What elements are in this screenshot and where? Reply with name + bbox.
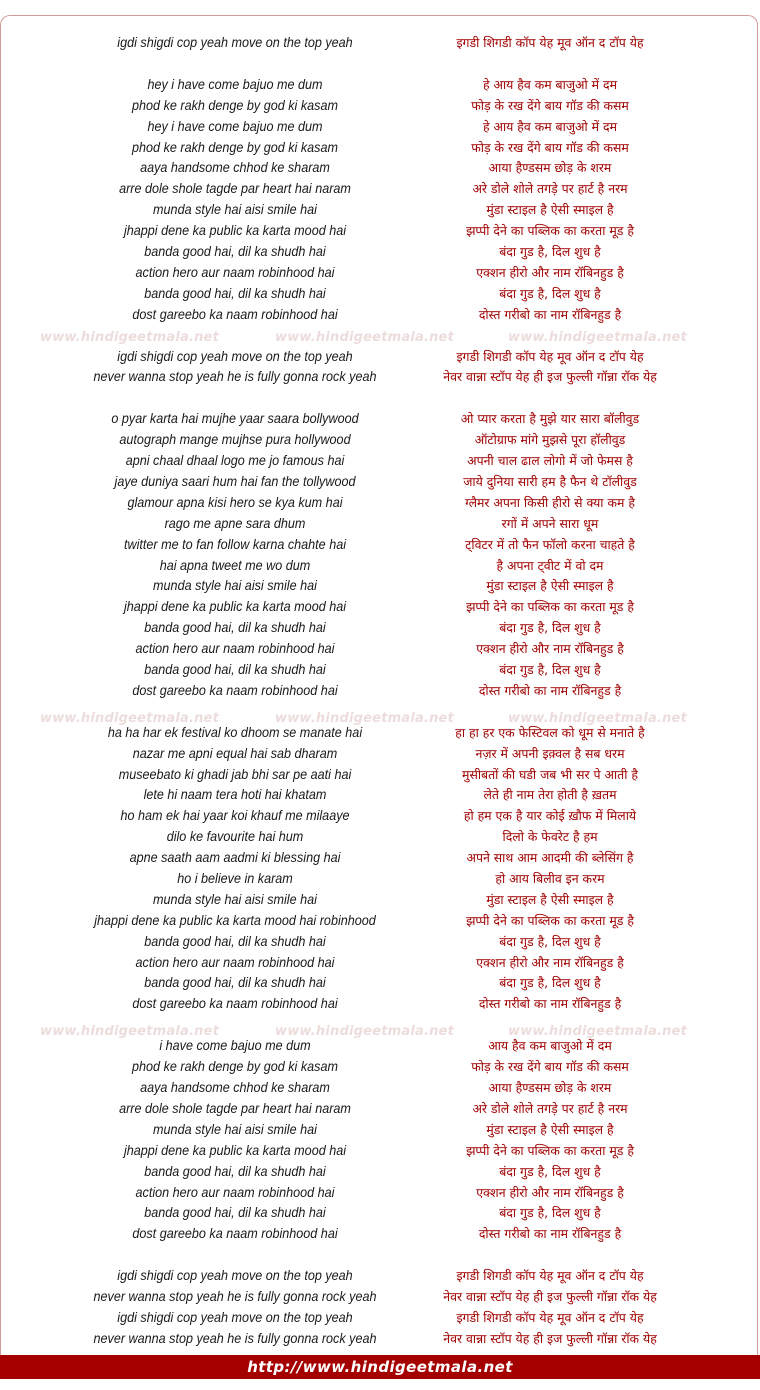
lyric-line-hindi: अरे डोले शोले तगड़े पर हार्ट है नरम	[472, 181, 628, 196]
lyric-line-hindi: बंदा गुड है, दिल शुध है	[499, 620, 601, 635]
lyric-line-english: o pyar karta hai mujhe yaar saara bollywood	[111, 410, 359, 426]
lyric-line-hindi: मुंडा स्टाइल है ऐसी स्माइल है	[486, 1122, 614, 1137]
lyric-line-english: munda style hai aisi smile hai	[153, 891, 317, 907]
lyric-line-hindi: फोड़ के रख देंगे बाय गॉड की कसम	[471, 1059, 629, 1074]
lyric-line-hindi: नेवर वान्ना स्टॉप येह ही इज फुल्ली गॉन्ना रॉक येह	[443, 1289, 657, 1304]
footer-url[interactable]: http://www.hindigeetmala.net	[0, 1355, 760, 1379]
lyric-line-hindi: झप्पी देने का पब्लिक का करता मूड है	[466, 599, 634, 614]
lyric-line-english: glamour apna kisi hero se kya kum hai	[127, 494, 343, 510]
lyric-line-hindi: ट्विटर में तो फैन फॉलो करना चाहते है	[465, 537, 635, 552]
lyric-line-english: dost gareebo ka naam robinhood hai	[132, 306, 338, 322]
lyric-line-hindi: नज़र में अपनी इक़्वल है सब धरम	[475, 746, 625, 761]
lyric-line-english: never wanna stop yeah he is fully gonna rock yeah	[93, 368, 377, 384]
lyric-line-hindi: हो हम एक है यार कोई ख़ौफ में मिलाये	[463, 808, 637, 823]
watermark-text: www.hindigeetmala.net	[40, 1024, 219, 1039]
lyric-line-english: hai apna tweet me wo dum	[159, 557, 311, 573]
watermark-text: www.hindigeetmala.net	[40, 330, 219, 345]
lyric-line-english: twitter me to fan follow karna chahte hai	[123, 536, 347, 552]
lyric-line-english: apne saath aam aadmi ki blessing hai	[129, 849, 341, 865]
lyric-line-english: munda style hai aisi smile hai	[153, 1121, 317, 1137]
lyric-line-hindi: दोस्त गरीबो का नाम रॉबिनहुड है	[478, 996, 622, 1011]
lyric-line-english: action hero aur naam robinhood hai	[135, 1184, 335, 1200]
lyric-line-english: ho i believe in karam	[177, 870, 293, 886]
lyric-line-english: nazar me apni equal hai sab dharam	[132, 745, 338, 761]
lyric-line-hindi: हा हा हर एक फेस्टिवल को धूम से मनाते है	[455, 725, 645, 740]
lyric-line-hindi: नेवर वान्ना स्टॉप येह ही इज फुल्ली गॉन्ना रॉक येह	[443, 369, 657, 384]
watermark-text: www.hindigeetmala.net	[275, 1024, 454, 1039]
watermark-text: www.hindigeetmala.net	[275, 330, 454, 345]
lyric-line-hindi: अपने साथ आम आदमी की ब्लेसिंग है	[466, 850, 634, 865]
watermark-text: www.hindigeetmala.net	[275, 711, 454, 726]
lyric-line-english: dilo ke favourite hai hum	[166, 828, 304, 844]
watermark-text: www.hindigeetmala.net	[508, 711, 687, 726]
lyric-line-hindi: मुंडा स्टाइल है ऐसी स्माइल है	[486, 892, 614, 907]
lyric-line-english: banda good hai, dil ka shudh hai	[144, 285, 326, 301]
lyric-line-hindi: ग्लैमर अपना किसी हीरो से क्या कम है	[465, 495, 635, 510]
lyric-line-english: banda good hai, dil ka shudh hai	[144, 933, 326, 949]
lyric-line-hindi: जाये दुनिया सारी हम है फैन थे टॉलीवुड	[463, 474, 637, 489]
lyric-line-english: phod ke rakh denge by god ki kasam	[132, 1058, 338, 1074]
lyric-line-hindi: एक्शन हीरो और नाम रॉबिनहुड है	[476, 955, 624, 970]
lyric-line-hindi: हे आय हैव कम बाजुओ में दम	[482, 119, 617, 134]
lyric-line-hindi: झप्पी देने का पब्लिक का करता मूड है	[466, 223, 634, 238]
lyric-line-hindi: बंदा गुड है, दिल शुध है	[499, 662, 601, 677]
lyric-line-english: rago me apne sara dhum	[164, 515, 306, 531]
lyric-line-hindi: मुंडा स्टाइल है ऐसी स्माइल है	[486, 578, 614, 593]
lyric-line-hindi: दिलो के फेवरेट है हम	[502, 829, 598, 844]
lyric-line-english: lete hi naam tera hoti hai khatam	[143, 786, 327, 802]
lyric-line-hindi: इगडी शिगडी कॉप येह मूव ऑन द टॉप येह	[456, 1310, 644, 1325]
lyric-line-english: jaye duniya saari hum hai fan the tollywood	[114, 473, 356, 489]
lyric-line-english: ha ha har ek festival ko dhoom se manate hai	[107, 724, 363, 740]
lyric-line-hindi: ऑटोग्राफ मांगे मुझसे पूरा हॉलीवुड	[474, 432, 626, 447]
lyric-line-english: ho ham ek hai yaar koi khauf me milaaye	[120, 807, 350, 823]
lyric-line-hindi: बंदा गुड है, दिल शुध है	[499, 286, 601, 301]
lyric-line-hindi: दोस्त गरीबो का नाम रॉबिनहुड है	[478, 1226, 622, 1241]
lyric-line-hindi: बंदा गुड है, दिल शुध है	[499, 934, 601, 949]
lyric-line-english: banda good hai, dil ka shudh hai	[144, 619, 326, 635]
lyric-line-hindi: दोस्त गरीबो का नाम रॉबिनहुड है	[478, 683, 622, 698]
lyric-line-english: phod ke rakh denge by god ki kasam	[132, 139, 338, 155]
lyric-line-english: jhappi dene ka public ka karta mood hai	[123, 598, 347, 614]
lyric-line-english: igdi shigdi cop yeah move on the top yeah	[117, 1309, 353, 1325]
lyric-line-hindi: रगों में अपने सारा धूम	[501, 516, 599, 531]
lyric-line-english: dost gareebo ka naam robinhood hai	[132, 1225, 338, 1241]
lyric-line-english: i have come bajuo me dum	[159, 1037, 311, 1053]
watermark-text: www.hindigeetmala.net	[40, 711, 219, 726]
lyric-line-english: banda good hai, dil ka shudh hai	[144, 1163, 326, 1179]
lyric-line-english: action hero aur naam robinhood hai	[135, 264, 335, 280]
lyric-line-hindi: एक्शन हीरो और नाम रॉबिनहुड है	[476, 641, 624, 656]
lyric-line-english: jhappi dene ka public ka karta mood hai	[123, 222, 347, 238]
lyric-line-hindi: फोड़ के रख देंगे बाय गॉड की कसम	[471, 140, 629, 155]
lyric-line-english: autograph mange mujhse pura hollywood	[119, 431, 351, 447]
lyric-line-english: munda style hai aisi smile hai	[153, 201, 317, 217]
lyric-line-hindi: इगडी शिगडी कॉप येह मूव ऑन द टॉप येह	[456, 349, 644, 364]
lyric-line-english: museebato ki ghadi jab bhi sar pe aati hai	[118, 766, 352, 782]
lyric-line-english: banda good hai, dil ka shudh hai	[144, 661, 326, 677]
watermark-text: www.hindigeetmala.net	[508, 1024, 687, 1039]
lyric-line-hindi: दोस्त गरीबो का नाम रॉबिनहुड है	[478, 307, 622, 322]
lyric-line-hindi: अरे डोले शोले तगड़े पर हार्ट है नरम	[472, 1101, 628, 1116]
lyric-line-hindi: नेवर वान्ना स्टॉप येह ही इज फुल्ली गॉन्ना रॉक येह	[443, 1331, 657, 1346]
lyric-line-english: action hero aur naam robinhood hai	[135, 640, 335, 656]
lyric-line-english: apni chaal dhaal logo me jo famous hai	[125, 452, 345, 468]
lyric-line-english: arre dole shole tagde par heart hai naram	[119, 180, 351, 196]
lyric-line-english: hey i have come bajuo me dum	[147, 76, 323, 92]
lyric-line-english: banda good hai, dil ka shudh hai	[144, 243, 326, 259]
lyric-line-english: banda good hai, dil ka shudh hai	[144, 974, 326, 990]
lyric-line-english: jhappi dene ka public ka karta mood hai	[123, 1142, 347, 1158]
lyric-line-hindi: बंदा गुड है, दिल शुध है	[499, 1164, 601, 1179]
lyric-line-hindi: इगडी शिगडी कॉप येह मूव ऑन द टॉप येह	[456, 35, 644, 50]
lyric-line-hindi: हो आय बिलीव इन करम	[495, 871, 605, 886]
watermark-text: www.hindigeetmala.net	[508, 330, 687, 345]
lyric-line-hindi: हे आय हैव कम बाजुओ में दम	[482, 77, 617, 92]
lyric-line-english: arre dole shole tagde par heart hai naram	[119, 1100, 351, 1116]
lyric-line-english: banda good hai, dil ka shudh hai	[144, 1204, 326, 1220]
lyric-line-hindi: झप्पी देने का पब्लिक का करता मूड है	[466, 913, 634, 928]
lyric-line-english: dost gareebo ka naam robinhood hai	[132, 682, 338, 698]
lyric-line-english: igdi shigdi cop yeah move on the top yeah	[117, 1267, 353, 1283]
lyric-line-english: phod ke rakh denge by god ki kasam	[132, 97, 338, 113]
lyric-line-hindi: आया हैण्डसम छोड़ के शरम	[488, 160, 612, 175]
lyric-line-hindi: ओ प्यार करता है मुझे यार सारा बॉलीवुड	[460, 411, 640, 426]
lyric-line-english: dost gareebo ka naam robinhood hai	[132, 995, 338, 1011]
lyric-line-hindi: है अपना ट्वीट में वो दम	[496, 558, 604, 573]
lyric-line-hindi: बंदा गुड है, दिल शुध है	[499, 975, 601, 990]
lyric-line-english: igdi shigdi cop yeah move on the top yeah	[117, 34, 353, 50]
lyric-line-hindi: एक्शन हीरो और नाम रॉबिनहुड है	[476, 1185, 624, 1200]
lyric-line-english: igdi shigdi cop yeah move on the top yeah	[117, 348, 353, 364]
lyric-line-hindi: अपनी चाल ढाल लोगो में जो फेमस है	[467, 453, 633, 468]
lyric-line-english: action hero aur naam robinhood hai	[135, 954, 335, 970]
lyric-line-english: munda style hai aisi smile hai	[153, 577, 317, 593]
lyric-line-hindi: इगडी शिगडी कॉप येह मूव ऑन द टॉप येह	[456, 1268, 644, 1283]
lyric-line-english: hey i have come bajuo me dum	[147, 118, 323, 134]
lyric-line-hindi: आय हैव कम बाजुओ में दम	[488, 1038, 612, 1053]
lyric-line-hindi: बंदा गुड है, दिल शुध है	[499, 244, 601, 259]
lyric-line-hindi: बंदा गुड है, दिल शुध है	[499, 1205, 601, 1220]
lyric-line-hindi: मुसीबतों की घडी जब भी सर पे आती है	[462, 767, 638, 782]
lyric-line-english: never wanna stop yeah he is fully gonna rock yeah	[93, 1330, 377, 1346]
lyric-line-hindi: फोड़ के रख देंगे बाय गॉड की कसम	[471, 98, 629, 113]
lyric-line-hindi: लेते ही नाम तेरा होती है ख़तम	[483, 787, 617, 802]
lyric-line-english: aaya handsome chhod ke sharam	[140, 1079, 330, 1095]
lyric-line-hindi: आया हैण्डसम छोड़ के शरम	[488, 1080, 612, 1095]
lyric-line-hindi: मुंडा स्टाइल है ऐसी स्माइल है	[486, 202, 614, 217]
lyric-line-english: aaya handsome chhod ke sharam	[140, 159, 330, 175]
lyric-line-english: never wanna stop yeah he is fully gonna rock yeah	[93, 1288, 377, 1304]
lyric-line-hindi: झप्पी देने का पब्लिक का करता मूड है	[466, 1143, 634, 1158]
lyric-line-english: jhappi dene ka public ka karta mood hai robinhood	[94, 912, 376, 928]
lyric-line-hindi: एक्शन हीरो और नाम रॉबिनहुड है	[476, 265, 624, 280]
